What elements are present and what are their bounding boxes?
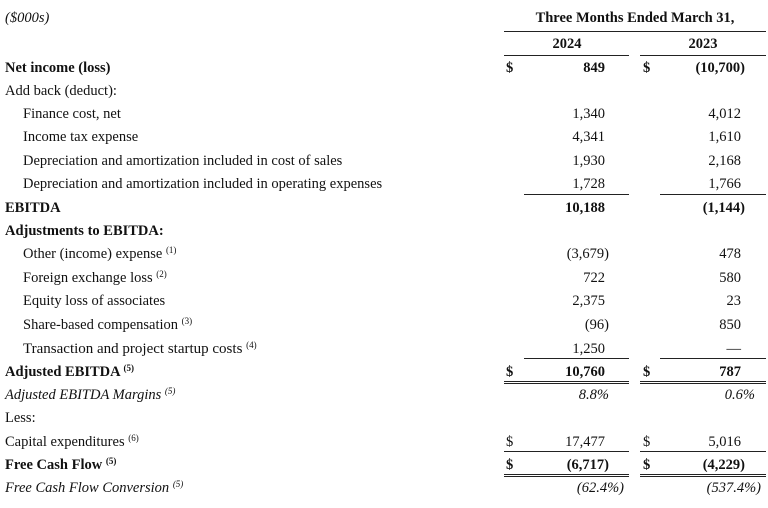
row-label: Depreciation and amortization included in operating expenses [23,176,383,192]
footnote-marker: (3) [181,316,193,326]
column-header-2023: 2023 [688,36,718,52]
row-label: Finance cost, net [23,106,121,122]
value-2024: (96) [584,317,609,333]
row-label: Share-based compensation $^{(3)}$ [23,316,193,333]
footnote-marker: (2) [156,269,167,279]
subtotal-rule-2023 [660,358,766,359]
units-label: ($000s) [5,10,50,26]
value-2024: (62.4%) [576,480,624,496]
currency-symbol: $ [506,60,514,76]
currency-symbol: $ [506,364,514,380]
value-2023: 0.6% [724,387,755,403]
value-2024: 1,728 [572,176,605,192]
row-label: Foreign exchange loss $^{(2)}$ [23,269,167,286]
subtotal-rule-2024 [504,451,629,452]
row-label: Net income (loss) [5,60,111,76]
value-2024: 722 [583,270,605,286]
footnote-marker: (1) [165,245,177,255]
subtotal-rule-2024 [524,358,629,359]
period-underline [504,31,766,32]
value-2024: (3,679) [566,246,609,262]
row-label: Adjustments to EBITDA: [5,223,164,239]
currency-symbol: $ [506,457,514,473]
value-2023: 5,016 [708,434,741,450]
value-2024: 2,375 [572,293,605,309]
value-2024: 8.8% [578,387,609,403]
currency-symbol: $ [643,60,651,76]
value-2024: 1,930 [572,153,605,169]
col-2024-underline [504,55,629,56]
value-2023: 1,766 [708,176,741,192]
value-2024: 1,250 [572,341,605,357]
value-2024: 1,340 [572,106,605,122]
subtotal-rule-2024 [524,194,629,195]
value-2023: 1,610 [708,129,741,145]
total-double-rule-2024 [504,381,629,384]
row-label: Other (income) expense $^{(1)}$ [23,245,177,262]
value-2024: 849 [583,60,605,76]
footnote-marker: (6) [128,433,139,443]
row-label: Depreciation and amortization included in cost of sales [23,153,343,169]
value-2023: 4,012 [708,106,741,122]
value-2023: 787 [719,364,741,380]
column-header-2024: 2024 [552,36,582,52]
row-label: Transaction and project startup costs $^{(4)}$ [23,340,257,357]
row-label: Add back (deduct): [5,83,117,99]
footnote-marker: (5) [105,456,117,466]
row-label: Capital expenditures $^{(6)}$ [5,433,139,450]
currency-symbol: $ [643,434,651,450]
currency-symbol: $ [643,457,651,473]
value-2024: 10,188 [565,200,605,216]
row-label: Free Cash Flow Conversion $^{(5)}$ [5,479,184,496]
col-2023-underline [640,55,766,56]
currency-symbol: $ [643,364,651,380]
value-2024: 17,477 [565,434,605,450]
value-2023: (537.4%) [706,480,761,496]
value-2023: 2,168 [708,153,741,169]
value-2023: 850 [719,317,741,333]
row-label: EBITDA [5,200,61,216]
footnote-marker: (4) [246,340,257,350]
footnote-marker: (5) [164,386,176,396]
value-2024: (6,717) [566,457,609,473]
value-2024: 10,760 [565,364,605,380]
row-label: Less: [5,410,36,426]
value-2023: (1,144) [702,200,745,216]
row-label: Equity loss of associates [23,293,166,309]
currency-symbol: $ [506,434,514,450]
row-label: Adjusted EBITDA Margins $^{(5)}$ [5,386,176,403]
subtotal-rule-2023 [660,194,766,195]
period-header: Three Months Ended March 31, [535,10,735,26]
total-double-rule-2023 [640,381,766,384]
total-double-rule-2024 [504,474,629,477]
total-double-rule-2023 [640,474,766,477]
subtotal-rule-2023 [640,451,766,452]
footnote-marker: (5) [172,479,184,489]
value-2023: 580 [719,270,741,286]
row-label: Free Cash Flow $^{(5)}$ [5,456,117,473]
value-2023: 23 [726,293,741,309]
value-2023: 478 [719,246,741,262]
value-2023: — [726,341,741,357]
value-2024: 4,341 [572,129,605,145]
row-label: Income tax expense [23,129,139,145]
value-2023: (4,229) [702,457,745,473]
value-2023: (10,700) [695,60,745,76]
row-label: Adjusted EBITDA $^{(5)}$ [5,363,134,380]
footnote-marker: (5) [123,363,134,373]
